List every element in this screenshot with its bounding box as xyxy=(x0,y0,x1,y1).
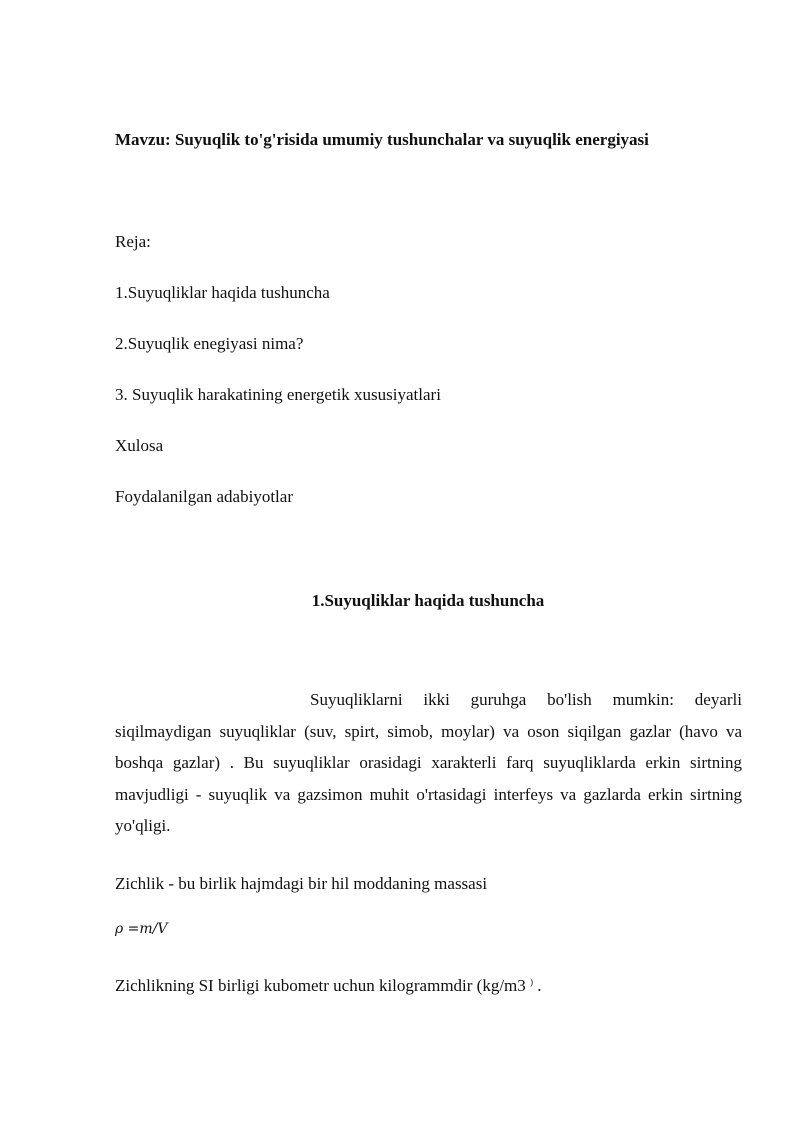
si-unit-superscript: ) xyxy=(530,977,534,987)
si-unit-sentence xyxy=(115,972,542,996)
section-heading: 1.Suyuqliklar haqida tushuncha xyxy=(311,591,545,610)
si-unit-text: Zichlikning SI birligi kubometr uchun kilogrammdir (kg/m3 xyxy=(115,976,526,995)
density-formula: ρ =m/V xyxy=(115,921,168,937)
density-definition: Zichlik - bu birlik hajmdagi bir hil moddaning massasi xyxy=(115,874,488,893)
plan-item-4: Xulosa xyxy=(115,436,164,455)
section-paragraph: Suyuqliklarni ikki guruhga bo'lish mumkin: deyarli siqilmaydigan suyuqliklar (suv, spirt, simob, moylar) va oson siqilgan gazlar (havo va boshqa gazlar) . Bu suyuqliklar orasidagi xarakterli farq suyuqliklarda erkin sirtning mavjudligi - suyuqlik va gazsimon muhit o'rtasidagi interfeys va gazlarda erkin sirtning yo'qligi. xyxy=(115,690,742,835)
si-unit-end: . xyxy=(533,976,542,995)
plan-item-1: 1.Suyuqliklar haqida tushuncha xyxy=(115,283,330,302)
plan-label: Reja: xyxy=(115,232,151,251)
plan-item-3: 3. Suyuqlik harakatining energetik xususiyatlari xyxy=(115,385,441,404)
plan-item-5: Foydalanilgan adabiyotlar xyxy=(115,487,293,506)
plan-item-2: 2.Suyuqlik enegiyasi nima? xyxy=(115,334,304,353)
document-title: Mavzu: Suyuqlik to'g'risida umumiy tushunchalar va suyuqlik energiyasi xyxy=(115,130,649,149)
